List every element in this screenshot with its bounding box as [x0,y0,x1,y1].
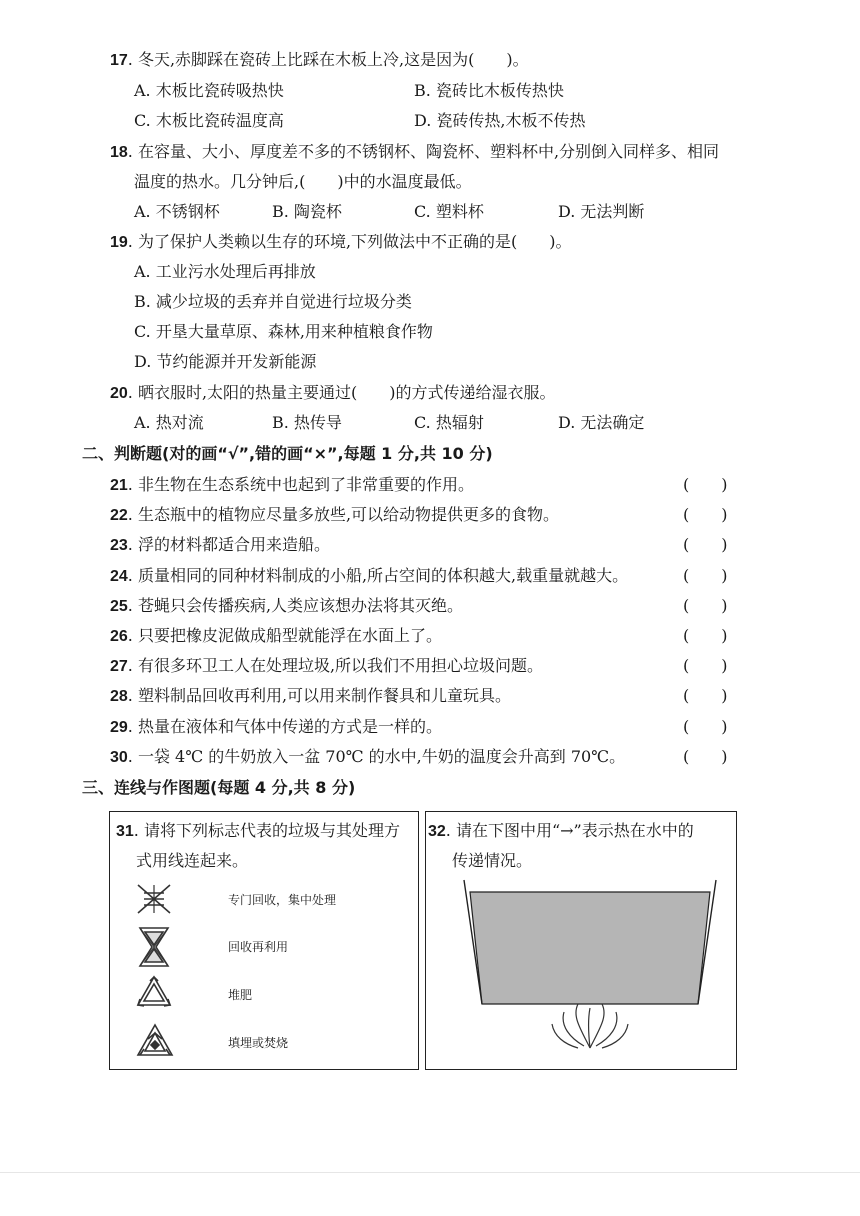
flame-icon [552,1004,628,1048]
true-false-item [110,685,511,708]
question-stem: . 为了保护人类赖以生存的环境,下列做法中不正确的是( )。 [127,232,572,251]
match-label-2: 回收再利用 [228,940,289,954]
true-false-item [110,595,463,618]
true-false-item [110,534,330,557]
question-31-line2: 式用线连起来。 [136,851,249,870]
question-stem-continued: 温度的热水。几分钟后,( )中的水温度最低。 [134,172,472,191]
question-stem: . 冬天,赤脚踩在瓷砖上比踩在木板上冷,这是因为( )。 [127,50,529,69]
true-false-item [110,474,474,497]
question-number: 26 [110,628,128,645]
heated-water-container-diagram [460,878,720,1054]
option-c: C. 塑料杯 [414,202,484,221]
match-label-3: 堆肥 [228,988,253,1002]
question-number: 19 [110,234,128,251]
option-b: B. 热传导 [272,413,342,432]
answer-blank[interactable]: ( ) [683,505,728,524]
option-d: D. 无法判断 [558,202,645,221]
question-text: . 苍蝇只会传播疾病,人类应该想办法将其灭绝。 [127,596,464,615]
option-a: A. 工业污水处理后再排放 [134,262,316,281]
answer-blank[interactable]: ( ) [683,535,728,554]
hazardous-waste-symbol-icon [136,925,172,969]
page-bottom-rule [0,1172,860,1173]
option-b: B. 减少垃圾的丢弃并自觉进行垃圾分类 [134,292,412,311]
option-c: C. 热辐射 [414,413,484,432]
question-text: . 塑料制品回收再利用,可以用来制作餐具和儿童玩具。 [127,686,512,705]
true-false-item [110,565,628,588]
question-number: 29 [110,719,128,736]
answer-blank[interactable]: ( ) [683,656,728,675]
question-text: . 热量在液体和气体中传递的方式是一样的。 [127,717,442,736]
option-a: A. 不锈钢杯 [134,202,220,221]
answer-blank[interactable]: ( ) [683,686,728,705]
question-number: 23 [110,537,128,554]
question-number: 25 [110,598,128,615]
question-number: 24 [110,568,128,585]
option-d: D. 无法确定 [558,413,645,432]
question-text: . 质量相同的同种材料制成的小船,所占空间的体积越大,载重量就越大。 [127,566,629,585]
answer-blank[interactable]: ( ) [683,626,728,645]
answer-blank[interactable]: ( ) [683,596,728,615]
question-text: . 非生物在生态系统中也起到了非常重要的作用。 [127,475,474,494]
question-text: . 浮的材料都适合用来造船。 [127,535,330,554]
question-text: . 只要把橡皮泥做成船型就能浮在水面上了。 [127,626,442,645]
question-31-text: . 请将下列标志代表的垃圾与其处理方 [133,821,400,840]
question-text: . 有很多环卫工人在处理垃圾,所以我们不用担心垃圾问题。 [127,656,544,675]
section-title-matching-drawing: 三、连线与作图题(每题 4 分,共 8 分) [82,778,356,797]
question-18 [110,141,719,164]
option-b: B. 陶瓷杯 [272,202,342,221]
recycle-arrows-symbol-icon [134,973,174,1013]
question-stem: . 晒衣服时,太阳的热量主要通过( )的方式传递给湿衣服。 [127,383,556,402]
non-recyclable-symbol-icon [134,879,174,919]
question-32-text: . 请在下图中用“→”表示热在水中的 [445,821,694,840]
question-20 [110,382,556,405]
question-19 [110,231,572,254]
true-false-item [110,625,442,648]
match-label-4: 填埋或焚烧 [228,1036,289,1050]
question-number: 27 [110,658,128,675]
answer-blank[interactable]: ( ) [683,566,728,585]
answer-blank[interactable]: ( ) [683,717,728,736]
answer-blank[interactable]: ( ) [683,747,728,766]
true-false-item [110,716,442,739]
question-number: 28 [110,688,128,705]
match-label-1: 专门回收，集中处理 [228,893,337,907]
question-number: 18 [110,144,128,161]
question-32-line2: 传递情况。 [452,851,533,870]
question-17 [110,49,529,72]
question-number: 30 [110,749,128,766]
question-number: 32 [428,823,446,840]
option-d: D. 瓷砖传热,木板不传热 [414,111,586,130]
option-b: B. 瓷砖比木板传热快 [414,81,564,100]
question-text: . 一袋 4℃ 的牛奶放入一盆 70℃ 的水中,牛奶的温度会升高到 70℃。 [127,747,626,766]
water-body [470,892,710,1004]
true-false-item [110,746,625,769]
question-stem: . 在容量、大小、厚度差不多的不锈钢杯、陶瓷杯、塑料杯中,分别倒入同样多、相同 [127,142,720,161]
question-number: 22 [110,507,128,524]
recyclable-symbol-icon [134,1021,176,1063]
question-number: 31 [116,823,134,840]
true-false-item [110,504,559,527]
option-a: A. 热对流 [134,413,204,432]
question-number: 17 [110,52,128,69]
option-d: D. 节约能源并开发新能源 [134,352,317,371]
question-32-line1 [428,820,694,843]
question-number: 21 [110,477,128,494]
option-c: C. 开垦大量草原、森林,用来种植粮食作物 [134,322,433,341]
question-text: . 生态瓶中的植物应尽量多放些,可以给动物提供更多的食物。 [127,505,560,524]
answer-blank[interactable]: ( ) [683,475,728,494]
question-number: 20 [110,385,128,402]
option-a: A. 木板比瓷砖吸热快 [134,81,284,100]
section-title-true-false: 二、判断题(对的画“√”,错的画“×”,每题 1 分,共 10 分) [82,444,493,463]
question-31-line1 [116,820,400,843]
option-c: C. 木板比瓷砖温度高 [134,111,284,130]
true-false-item [110,655,543,678]
